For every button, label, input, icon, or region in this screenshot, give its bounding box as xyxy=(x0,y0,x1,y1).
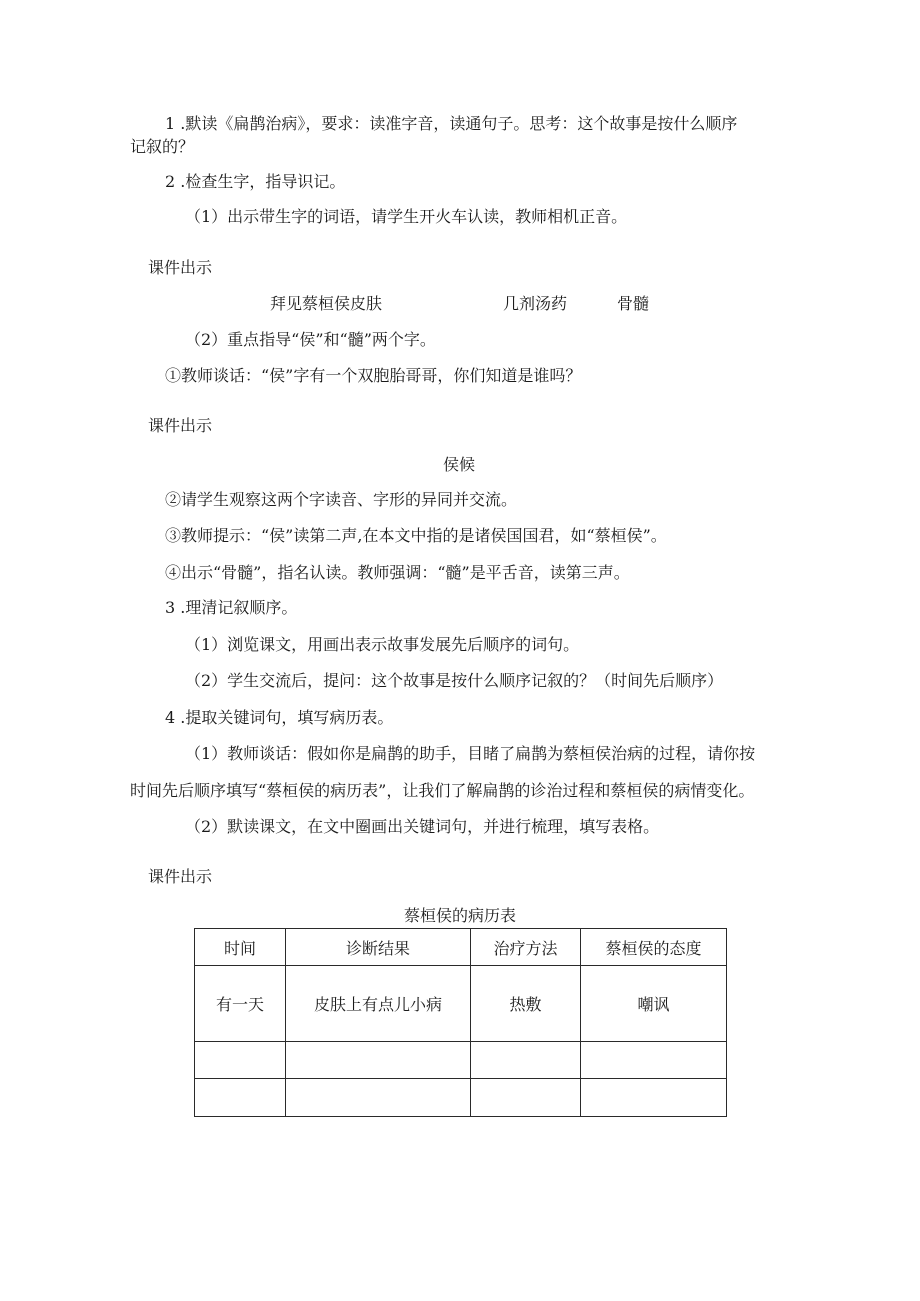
word-2: 几剂汤药 xyxy=(503,294,568,313)
step-2-sub-2: （2）重点指导“侯”和“髓”两个字。 xyxy=(185,330,436,349)
courseware-label-1: 课件出示 xyxy=(148,258,213,277)
word-3: 骨髓 xyxy=(617,294,650,313)
step-1-line-1: 1 .默读《扁鹊治病》，要求：读准字音，读通句子。思考：这个故事是按什么顺序 xyxy=(165,114,738,133)
step-2-heading: 2 .检查生字，指导识记。 xyxy=(165,172,346,191)
table-row xyxy=(195,1042,727,1079)
table-cell: 皮肤上有点儿小病 xyxy=(286,966,471,1042)
table-row xyxy=(195,1079,727,1117)
circle-item-2: ②请学生观察这两个字读音、字形的异同并交流。 xyxy=(165,490,518,509)
table-cell xyxy=(581,1042,727,1079)
table-cell: 嘲讽 xyxy=(581,966,727,1042)
word-1: 拜见蔡桓侯皮肤 xyxy=(270,294,383,313)
circle-item-3: ③教师提示：“侯”读第二声,在本文中指的是诸侯国国君，如“蔡桓侯”。 xyxy=(165,526,667,545)
table-cell xyxy=(471,1042,581,1079)
table-cell xyxy=(471,1079,581,1117)
circle-item-4: ④出示“骨髓”，指名认读。教师强调：“髓”是平舌音，读第三声。 xyxy=(165,563,630,582)
table-cell: 有一天 xyxy=(195,966,286,1042)
medical-record-table xyxy=(194,928,727,1117)
header-diagnosis: 诊断结果 xyxy=(286,929,471,966)
circle-item-1: ①教师谈话：“侯”字有一个双胞胎哥哥，你们知道是谁吗？ xyxy=(165,366,582,385)
courseware-label-2: 课件出示 xyxy=(148,416,213,435)
step-2-sub-1: （1）出示带生字的词语，请学生开火车认读，教师相机正音。 xyxy=(185,207,628,226)
table-cell xyxy=(195,1042,286,1079)
table-title: 蔡桓侯的病历表 xyxy=(403,906,516,925)
step-4-sub-2: （2）默读课文，在文中圈画出关键词句，并进行梳理，填写表格。 xyxy=(185,817,660,836)
header-treatment: 治疗方法 xyxy=(471,929,581,966)
table-cell xyxy=(195,1079,286,1117)
table-header-row xyxy=(195,929,727,966)
header-attitude: 蔡桓侯的态度 xyxy=(581,929,727,966)
step-4-heading: 4 .提取关键词句，填写病历表。 xyxy=(165,708,394,727)
character-pair: 侯候 xyxy=(443,455,476,474)
step-4-sub-1-line-2: 时间先后顺序填写“蔡桓侯的病历表”，让我们了解扁鹊的诊治过程和蔡桓侯的病情变化。 xyxy=(130,781,755,800)
step-4-sub-1-line-1: （1）教师谈话：假如你是扁鹊的助手，目睹了扁鹊为蔡桓侯治病的过程，请你按 xyxy=(185,744,756,763)
step-3-sub-2: （2）学生交流后，提问：这个故事是按什么顺序记叙的？（时间先后顺序） xyxy=(185,671,724,690)
step-3-heading: 3 .理清记叙顺序。 xyxy=(165,598,298,617)
table-cell: 热敷 xyxy=(471,966,581,1042)
header-time: 时间 xyxy=(195,929,286,966)
step-3-sub-1: （1）浏览课文，用画出表示故事发展先后顺序的词句。 xyxy=(185,635,580,654)
table-cell xyxy=(581,1079,727,1117)
courseware-label-3: 课件出示 xyxy=(148,867,213,886)
table-row xyxy=(195,966,727,1042)
table-cell xyxy=(286,1079,471,1117)
step-1-line-2: 记叙的？ xyxy=(130,137,195,156)
table-cell xyxy=(286,1042,471,1079)
